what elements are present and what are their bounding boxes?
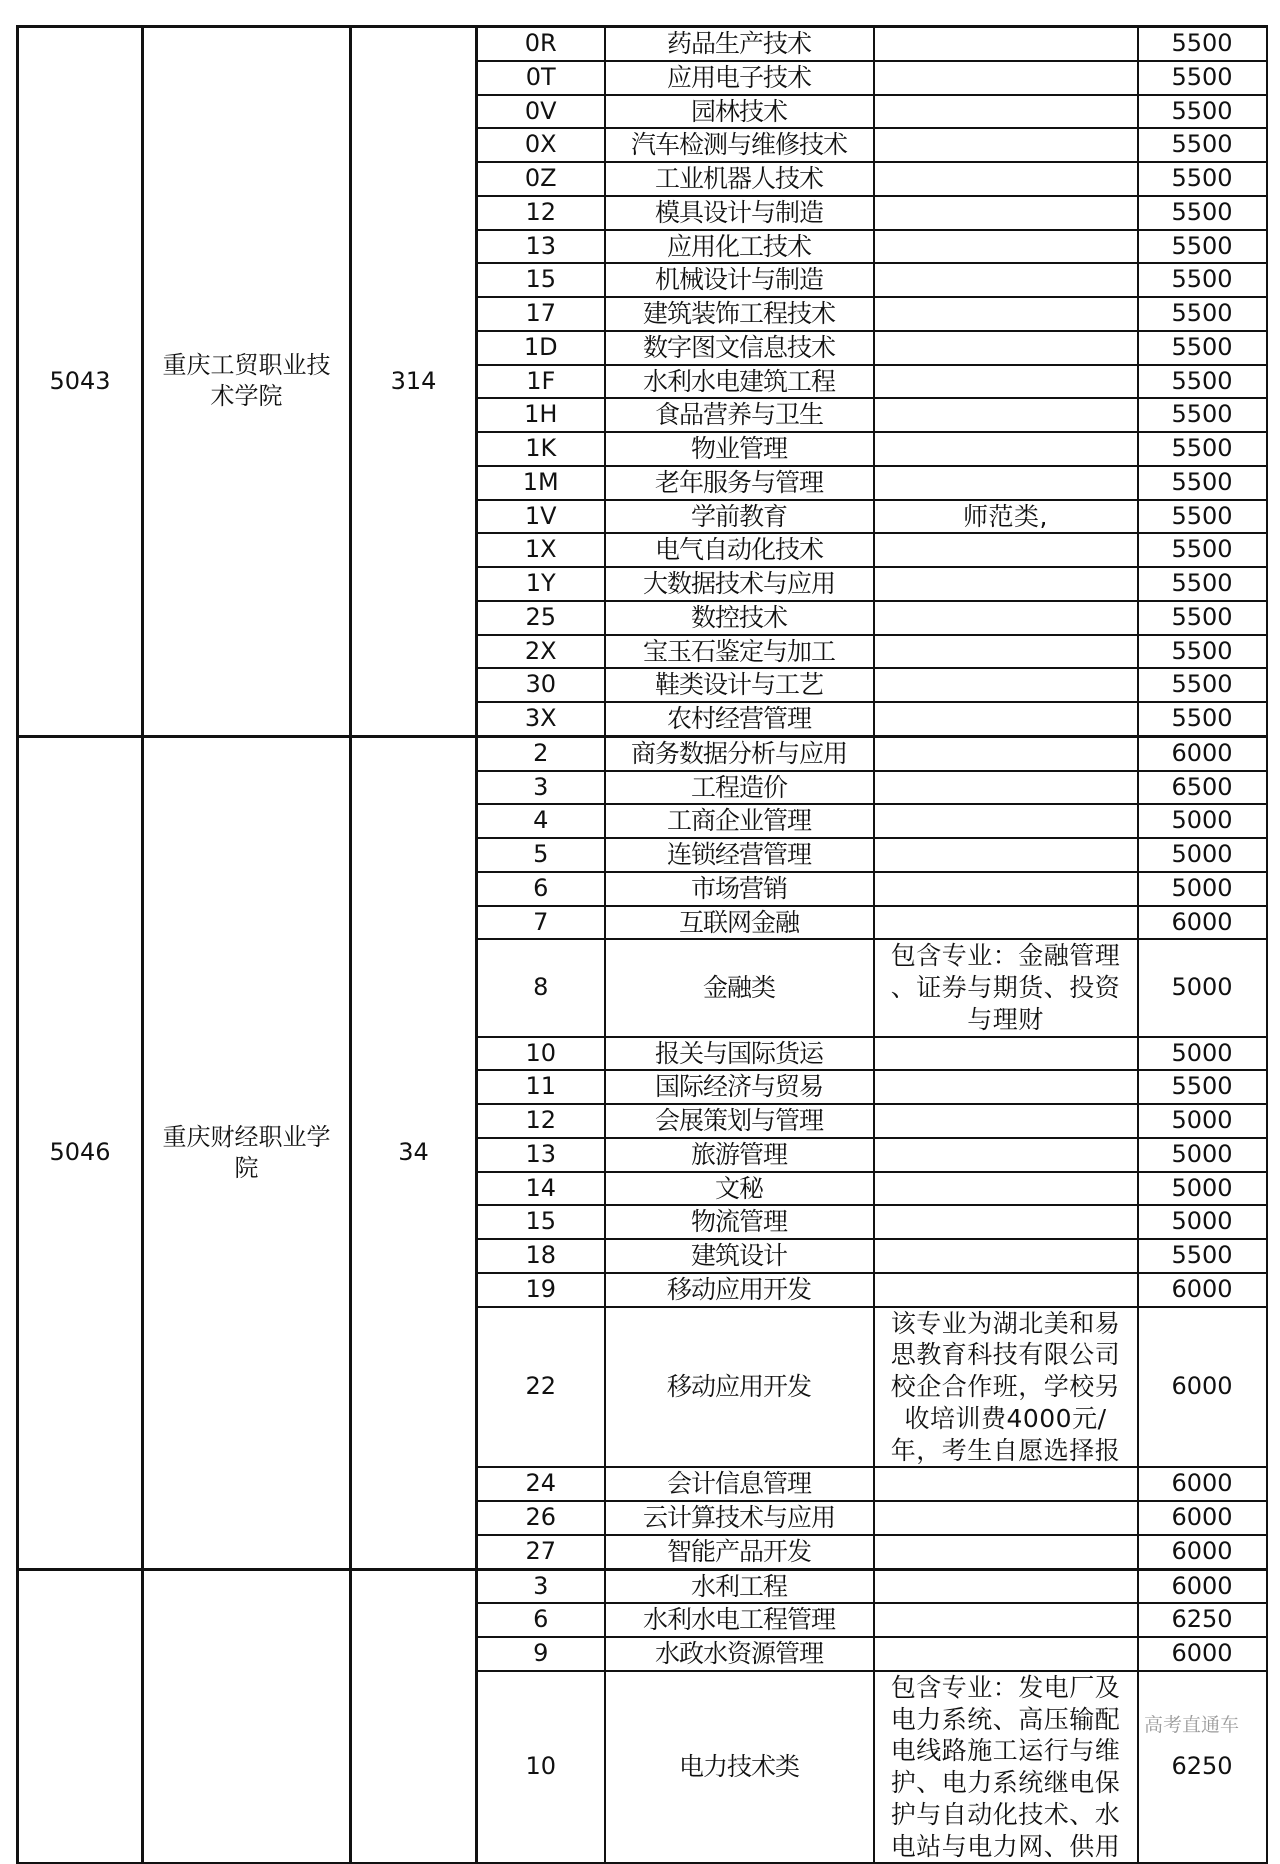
major-note [874, 838, 1138, 872]
major-note [874, 128, 1138, 162]
plan-count [351, 1569, 477, 1863]
major-name: 电气自动化技术 [605, 533, 874, 567]
major-code: 19 [477, 1273, 605, 1307]
tuition-fee: 5500 [1138, 432, 1267, 466]
major-code: 1V [477, 500, 605, 534]
major-code: 1H [477, 398, 605, 432]
major-note [874, 27, 1138, 61]
table-row [18, 27, 1267, 61]
major-code: 15 [477, 1205, 605, 1239]
major-note [874, 61, 1138, 95]
major-note [874, 1104, 1138, 1138]
major-name: 宝玉石鉴定与加工 [605, 635, 874, 669]
major-code: 22 [477, 1307, 605, 1468]
major-code: 3 [477, 1569, 605, 1603]
tuition-fee: 5000 [1138, 1138, 1267, 1172]
major-name: 旅游管理 [605, 1138, 874, 1172]
major-note [874, 771, 1138, 805]
major-code: 2X [477, 635, 605, 669]
major-name: 汽车检测与维修技术 [605, 128, 874, 162]
tuition-fee: 5500 [1138, 398, 1267, 432]
major-name: 国际经济与贸易 [605, 1070, 874, 1104]
major-code: 8 [477, 939, 605, 1036]
major-note [874, 668, 1138, 702]
tuition-fee: 5500 [1138, 365, 1267, 399]
major-note [874, 1273, 1138, 1307]
major-code: 0Z [477, 162, 605, 196]
tuition-fee: 6000 [1138, 1569, 1267, 1603]
major-code: 1M [477, 466, 605, 500]
table-row [18, 736, 1267, 770]
major-code: 24 [477, 1467, 605, 1501]
major-note [874, 1467, 1138, 1501]
major-name: 互联网金融 [605, 906, 874, 940]
tuition-fee: 5000 [1138, 838, 1267, 872]
tuition-fee: 5500 [1138, 128, 1267, 162]
major-note [874, 567, 1138, 601]
watermark: 高考直通车 [1144, 1714, 1240, 1736]
major-name: 智能产品开发 [605, 1535, 874, 1569]
major-note [874, 1172, 1138, 1206]
major-name: 商务数据分析与应用 [605, 736, 874, 770]
major-name: 工程造价 [605, 771, 874, 805]
tuition-fee: 6000 [1138, 1637, 1267, 1671]
tuition-fee: 5500 [1138, 601, 1267, 635]
major-note [874, 1138, 1138, 1172]
major-name: 园林技术 [605, 95, 874, 129]
major-name: 建筑设计 [605, 1239, 874, 1273]
major-code: 1K [477, 432, 605, 466]
major-name: 移动应用开发 [605, 1307, 874, 1468]
major-code: 14 [477, 1172, 605, 1206]
major-code: 25 [477, 601, 605, 635]
major-note [874, 601, 1138, 635]
major-code: 11 [477, 1070, 605, 1104]
tuition-fee: 5500 [1138, 668, 1267, 702]
major-note: 师范类, [874, 500, 1138, 534]
major-note [874, 906, 1138, 940]
major-note [874, 1070, 1138, 1104]
tuition-fee: 6000 [1138, 1535, 1267, 1569]
tuition-fee: 5000 [1138, 1172, 1267, 1206]
tuition-fee: 5500 [1138, 27, 1267, 61]
major-note [874, 263, 1138, 297]
tuition-fee: 5000 [1138, 939, 1267, 1036]
tuition-fee: 5500 [1138, 230, 1267, 264]
major-code: 18 [477, 1239, 605, 1273]
tuition-fee: 5500 [1138, 1239, 1267, 1273]
major-note [874, 804, 1138, 838]
major-note [874, 432, 1138, 466]
major-code: 3 [477, 771, 605, 805]
tuition-fee: 6000 [1138, 906, 1267, 940]
major-name: 会展策划与管理 [605, 1104, 874, 1138]
tuition-fee: 5500 [1138, 162, 1267, 196]
major-note [874, 1603, 1138, 1637]
major-code: 1D [477, 331, 605, 365]
major-code: 2 [477, 736, 605, 770]
major-name: 移动应用开发 [605, 1273, 874, 1307]
major-code: 4 [477, 804, 605, 838]
major-name: 学前教育 [605, 500, 874, 534]
major-name: 电力技术类 [605, 1671, 874, 1864]
tuition-fee: 6000 [1138, 1501, 1267, 1535]
major-name: 水政水资源管理 [605, 1637, 874, 1671]
tuition-fee: 5000 [1138, 804, 1267, 838]
major-name: 连锁经营管理 [605, 838, 874, 872]
major-note [874, 872, 1138, 906]
major-name: 物业管理 [605, 432, 874, 466]
major-name: 农村经营管理 [605, 702, 874, 736]
school-code [18, 1569, 143, 1863]
major-name: 会计信息管理 [605, 1467, 874, 1501]
major-name: 云计算技术与应用 [605, 1501, 874, 1535]
major-name: 水利水电工程管理 [605, 1603, 874, 1637]
major-code: 12 [477, 196, 605, 230]
major-note [874, 365, 1138, 399]
major-name: 大数据技术与应用 [605, 567, 874, 601]
tuition-fee: 5500 [1138, 702, 1267, 736]
major-name: 市场营销 [605, 872, 874, 906]
major-name: 建筑装饰工程技术 [605, 297, 874, 331]
major-code: 27 [477, 1535, 605, 1569]
major-note: 该专业为湖北美和易 思教育科技有限公司 校企合作班，学校另 收培训费4000元/ 年，考生自愿选择报 [874, 1307, 1138, 1468]
major-code: 13 [477, 1138, 605, 1172]
tuition-fee: 5500 [1138, 466, 1267, 500]
major-code: 1X [477, 533, 605, 567]
major-code: 0V [477, 95, 605, 129]
major-name: 老年服务与管理 [605, 466, 874, 500]
tuition-fee: 5500 [1138, 533, 1267, 567]
tuition-fee: 5500 [1138, 263, 1267, 297]
major-name: 物流管理 [605, 1205, 874, 1239]
tuition-fee: 5500 [1138, 297, 1267, 331]
tuition-fee: 5500 [1138, 567, 1267, 601]
tuition-fee: 5500 [1138, 1070, 1267, 1104]
major-name: 数控技术 [605, 601, 874, 635]
tuition-fee: 5000 [1138, 1037, 1267, 1071]
major-code: 17 [477, 297, 605, 331]
major-note [874, 196, 1138, 230]
major-note [874, 162, 1138, 196]
tuition-fee: 6500 [1138, 771, 1267, 805]
major-code: 13 [477, 230, 605, 264]
tuition-fee: 6000 [1138, 1273, 1267, 1307]
school-name [143, 1569, 351, 1863]
major-name: 鞋类设计与工艺 [605, 668, 874, 702]
major-note [874, 1637, 1138, 1671]
major-note [874, 533, 1138, 567]
major-code: 6 [477, 1603, 605, 1637]
major-code: 26 [477, 1501, 605, 1535]
major-name: 药品生产技术 [605, 27, 874, 61]
major-note [874, 635, 1138, 669]
tuition-fee: 6250 [1138, 1671, 1267, 1864]
plan-count: 34 [351, 736, 477, 1569]
table-row [18, 1569, 1267, 1603]
major-note: 包含专业：金融管理 、证券与期货、投资 与理财 [874, 939, 1138, 1036]
tuition-fee: 5500 [1138, 196, 1267, 230]
major-name: 模具设计与制造 [605, 196, 874, 230]
tuition-fee: 5500 [1138, 635, 1267, 669]
major-note [874, 95, 1138, 129]
major-name: 应用化工技术 [605, 230, 874, 264]
major-code: 7 [477, 906, 605, 940]
major-note [874, 297, 1138, 331]
major-code: 6 [477, 872, 605, 906]
major-note: 包含专业：发电厂及 电力系统、高压输配 电线路施工运行与维 护、电力系统继电保 护与自动化技术、水 电站与电力网、供用 [874, 1671, 1138, 1864]
major-note [874, 1239, 1138, 1273]
major-name: 水利水电建筑工程 [605, 365, 874, 399]
major-name: 文秘 [605, 1172, 874, 1206]
school-name: 重庆工贸职业技 术学院 [143, 27, 351, 737]
major-note [874, 736, 1138, 770]
major-note [874, 1037, 1138, 1071]
major-name: 工商企业管理 [605, 804, 874, 838]
major-name: 应用电子技术 [605, 61, 874, 95]
major-code: 9 [477, 1637, 605, 1671]
major-name: 水利工程 [605, 1569, 874, 1603]
major-code: 0T [477, 61, 605, 95]
major-code: 15 [477, 263, 605, 297]
major-note [874, 1569, 1138, 1603]
major-code: 30 [477, 668, 605, 702]
major-code: 10 [477, 1037, 605, 1071]
tuition-fee: 5000 [1138, 1205, 1267, 1239]
major-note [874, 1535, 1138, 1569]
major-name: 机械设计与制造 [605, 263, 874, 297]
major-name: 金融类 [605, 939, 874, 1036]
tuition-fee: 6000 [1138, 1307, 1267, 1468]
school-code: 5046 [18, 736, 143, 1569]
major-name: 工业机器人技术 [605, 162, 874, 196]
major-code: 0X [477, 128, 605, 162]
plan-count: 314 [351, 27, 477, 737]
tuition-fee: 6000 [1138, 1467, 1267, 1501]
major-code: 3X [477, 702, 605, 736]
major-note [874, 230, 1138, 264]
tuition-fee: 5000 [1138, 1104, 1267, 1138]
tuition-fee: 6250 [1138, 1603, 1267, 1637]
major-name: 报关与国际货运 [605, 1037, 874, 1071]
major-code: 10 [477, 1671, 605, 1864]
school-code: 5043 [18, 27, 143, 737]
major-note [874, 1501, 1138, 1535]
major-note [874, 702, 1138, 736]
major-code: 1F [477, 365, 605, 399]
tuition-fee: 5500 [1138, 95, 1267, 129]
tuition-fee: 6000 [1138, 736, 1267, 770]
tuition-fee: 5500 [1138, 331, 1267, 365]
major-name: 数字图文信息技术 [605, 331, 874, 365]
major-code: 5 [477, 838, 605, 872]
major-note [874, 331, 1138, 365]
enrollment-plan-table [16, 25, 1268, 1864]
major-name: 食品营养与卫生 [605, 398, 874, 432]
major-code: 1Y [477, 567, 605, 601]
tuition-fee: 5500 [1138, 500, 1267, 534]
tuition-fee: 5000 [1138, 872, 1267, 906]
major-note [874, 466, 1138, 500]
tuition-fee: 5500 [1138, 61, 1267, 95]
school-name: 重庆财经职业学 院 [143, 736, 351, 1569]
major-code: 12 [477, 1104, 605, 1138]
major-note [874, 1205, 1138, 1239]
major-code: 0R [477, 27, 605, 61]
major-note [874, 398, 1138, 432]
